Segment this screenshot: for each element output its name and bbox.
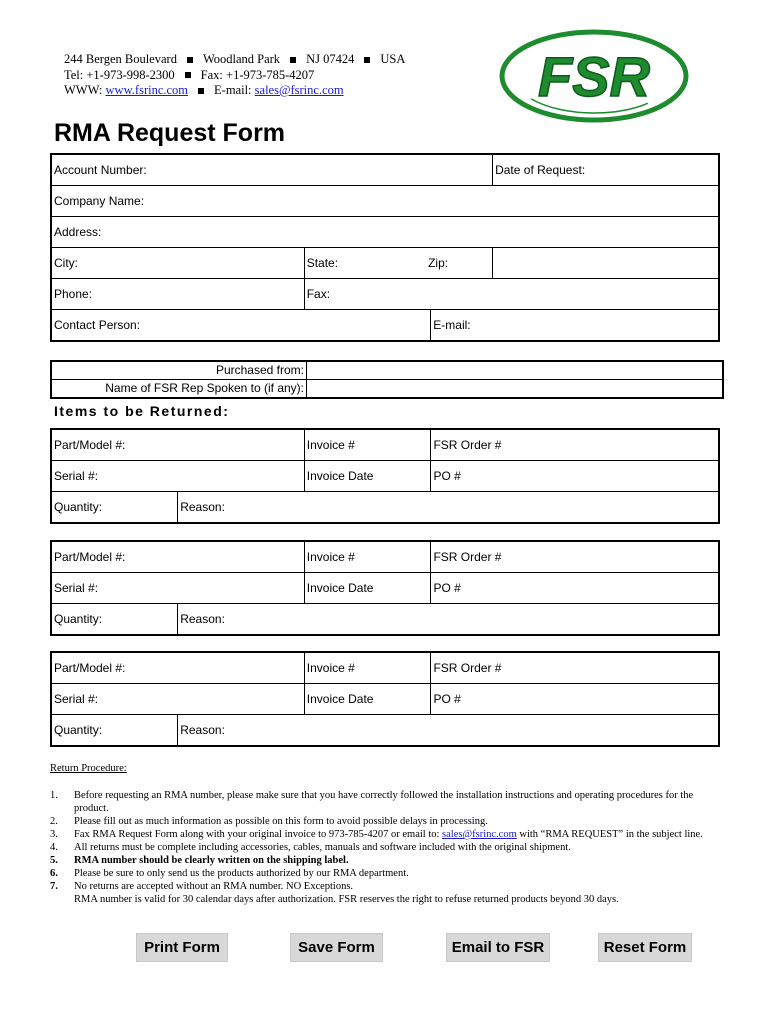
fsr-order-field[interactable]: FSR Order # <box>431 541 719 573</box>
item-text <box>74 828 703 841</box>
phone-line <box>64 68 405 84</box>
item-block-2 <box>50 540 720 636</box>
list-item <box>50 815 730 828</box>
fsr-order-field[interactable]: FSR Order # <box>431 429 719 461</box>
invoice-date-field[interactable]: Invoice Date <box>304 461 431 492</box>
bullet-icon <box>290 57 296 63</box>
bullet-icon <box>185 72 191 78</box>
country: USA <box>380 52 406 66</box>
item-text-pre: Fax RMA Request Form along with your original invoice to 973-785-4207 or email to: <box>74 829 443 840</box>
website-link[interactable]: www.fsrinc.com <box>105 83 189 97</box>
item-text-post: with “RMA REQUEST” in the subject line. <box>516 829 703 840</box>
list-item <box>50 789 730 815</box>
fax-field[interactable]: Fax: <box>304 279 719 310</box>
purchased-from-input[interactable] <box>307 362 722 379</box>
item-number: 2. <box>50 816 58 827</box>
item-number: 7. <box>50 881 58 892</box>
purchased-from-row <box>52 362 722 379</box>
telephone: Tel: +1-973-998-2300 <box>64 67 175 82</box>
item-number: 5. <box>50 855 58 866</box>
account-number-field[interactable]: Account Number: <box>51 154 493 186</box>
purchase-info <box>50 360 724 399</box>
list-item <box>50 867 730 880</box>
contact-email-field[interactable]: E-mail: <box>431 310 719 342</box>
reset-form-button[interactable]: Reset Form <box>598 933 692 962</box>
item-text: All returns must be complete including accessories, cables, manuals and software included with the original shipment. <box>74 842 571 853</box>
web-line <box>64 83 405 99</box>
item-text: Please be sure to only send us the products authorized by our RMA department. <box>74 868 409 879</box>
serial-field[interactable]: Serial #: <box>51 684 304 715</box>
phone-field[interactable]: Phone: <box>51 279 304 310</box>
item-block-1 <box>50 428 720 524</box>
address-field[interactable]: Address: <box>51 217 719 248</box>
item-text: Please fill out as much information as possible on this form to avoid possible delays in processing. <box>74 816 488 827</box>
state-field[interactable]: State: <box>304 248 492 279</box>
email-label: E-mail: <box>214 83 252 97</box>
reason-field[interactable]: Reason: <box>178 715 719 747</box>
contact-person-field[interactable]: Contact Person: <box>51 310 431 342</box>
item-number: 6. <box>50 868 58 879</box>
state-zip: NJ 07424 <box>306 52 355 66</box>
bullet-icon <box>187 57 193 63</box>
print-form-button[interactable]: Print Form <box>136 933 228 962</box>
list-item <box>50 854 730 867</box>
serial-field[interactable]: Serial #: <box>51 573 304 604</box>
return-procedure <box>50 762 730 906</box>
reason-field[interactable]: Reason: <box>178 604 719 636</box>
date-of-request-field[interactable]: Date of Request: <box>493 154 719 186</box>
invoice-number-field[interactable]: Invoice # <box>304 541 431 573</box>
rep-name-row <box>52 379 722 397</box>
fsr-order-field[interactable]: FSR Order # <box>431 652 719 684</box>
fax-number: Fax: +1-973-785-4207 <box>200 67 315 82</box>
item-text: Before requesting an RMA number, please make sure that you have correctly followed the installation instructions and operating procedures for the product. <box>74 790 694 814</box>
po-field[interactable]: PO # <box>431 684 719 715</box>
part-model-field[interactable]: Part/Model #: <box>51 541 304 573</box>
account-info-table <box>50 153 720 342</box>
purchased-from-label: Purchased from: <box>52 362 307 379</box>
list-item <box>50 841 730 854</box>
sales-email-link[interactable]: sales@fsrinc.com <box>442 829 517 840</box>
item-number: 3. <box>50 829 58 840</box>
validity-note: RMA number is valid for 30 calendar days after authorization. FSR reserves the right to refuse returned products beyond 30 days. <box>74 894 619 905</box>
list-item <box>50 828 730 841</box>
procedure-list <box>50 789 730 906</box>
po-field[interactable]: PO # <box>431 461 719 492</box>
www-label: WWW: <box>64 83 103 97</box>
part-model-field[interactable]: Part/Model #: <box>51 652 304 684</box>
quantity-field[interactable]: Quantity: <box>51 492 178 524</box>
rep-name-input[interactable] <box>307 380 722 397</box>
item-number: 4. <box>50 842 58 853</box>
invoice-number-field[interactable]: Invoice # <box>304 429 431 461</box>
save-form-button[interactable]: Save Form <box>290 933 383 962</box>
item-text: RMA number should be clearly written on the shipping label. <box>74 855 349 866</box>
serial-field[interactable]: Serial #: <box>51 461 304 492</box>
item-number: 1. <box>50 790 58 801</box>
company-header <box>64 52 405 99</box>
po-field[interactable]: PO # <box>431 573 719 604</box>
item-text: No returns are accepted without an RMA number. NO Exceptions. <box>74 881 354 892</box>
items-section-title: Items to be Returned: <box>54 403 230 419</box>
email-link[interactable]: sales@fsrinc.com <box>254 83 344 97</box>
quantity-field[interactable]: Quantity: <box>51 604 178 636</box>
city: Woodland Park <box>202 52 281 66</box>
street-address: 244 Bergen Boulevard <box>64 52 177 66</box>
quantity-field[interactable]: Quantity: <box>51 715 178 747</box>
procedure-heading: Return Procedure: <box>50 763 127 774</box>
invoice-date-field[interactable]: Invoice Date <box>304 684 431 715</box>
invoice-date-field[interactable]: Invoice Date <box>304 573 431 604</box>
fsr-logo <box>498 28 690 124</box>
zip-label: Zip: <box>428 256 449 270</box>
list-item <box>50 880 730 893</box>
zip-field[interactable] <box>428 248 719 279</box>
logo-text: FSR <box>538 45 650 108</box>
invoice-number-field[interactable]: Invoice # <box>304 652 431 684</box>
part-model-field[interactable]: Part/Model #: <box>51 429 304 461</box>
address-line <box>64 52 405 68</box>
list-item <box>50 893 730 906</box>
company-name-field[interactable]: Company Name: <box>51 186 719 217</box>
city-field[interactable]: City: <box>51 248 304 279</box>
page-title: RMA Request Form <box>54 119 286 147</box>
reason-field[interactable]: Reason: <box>178 492 719 524</box>
email-to-fsr-button[interactable]: Email to FSR <box>446 933 550 962</box>
item-block-3 <box>50 651 720 747</box>
bullet-icon <box>198 88 204 94</box>
bullet-icon <box>364 57 370 63</box>
rep-name-label: Name of FSR Rep Spoken to (if any): <box>52 380 307 397</box>
